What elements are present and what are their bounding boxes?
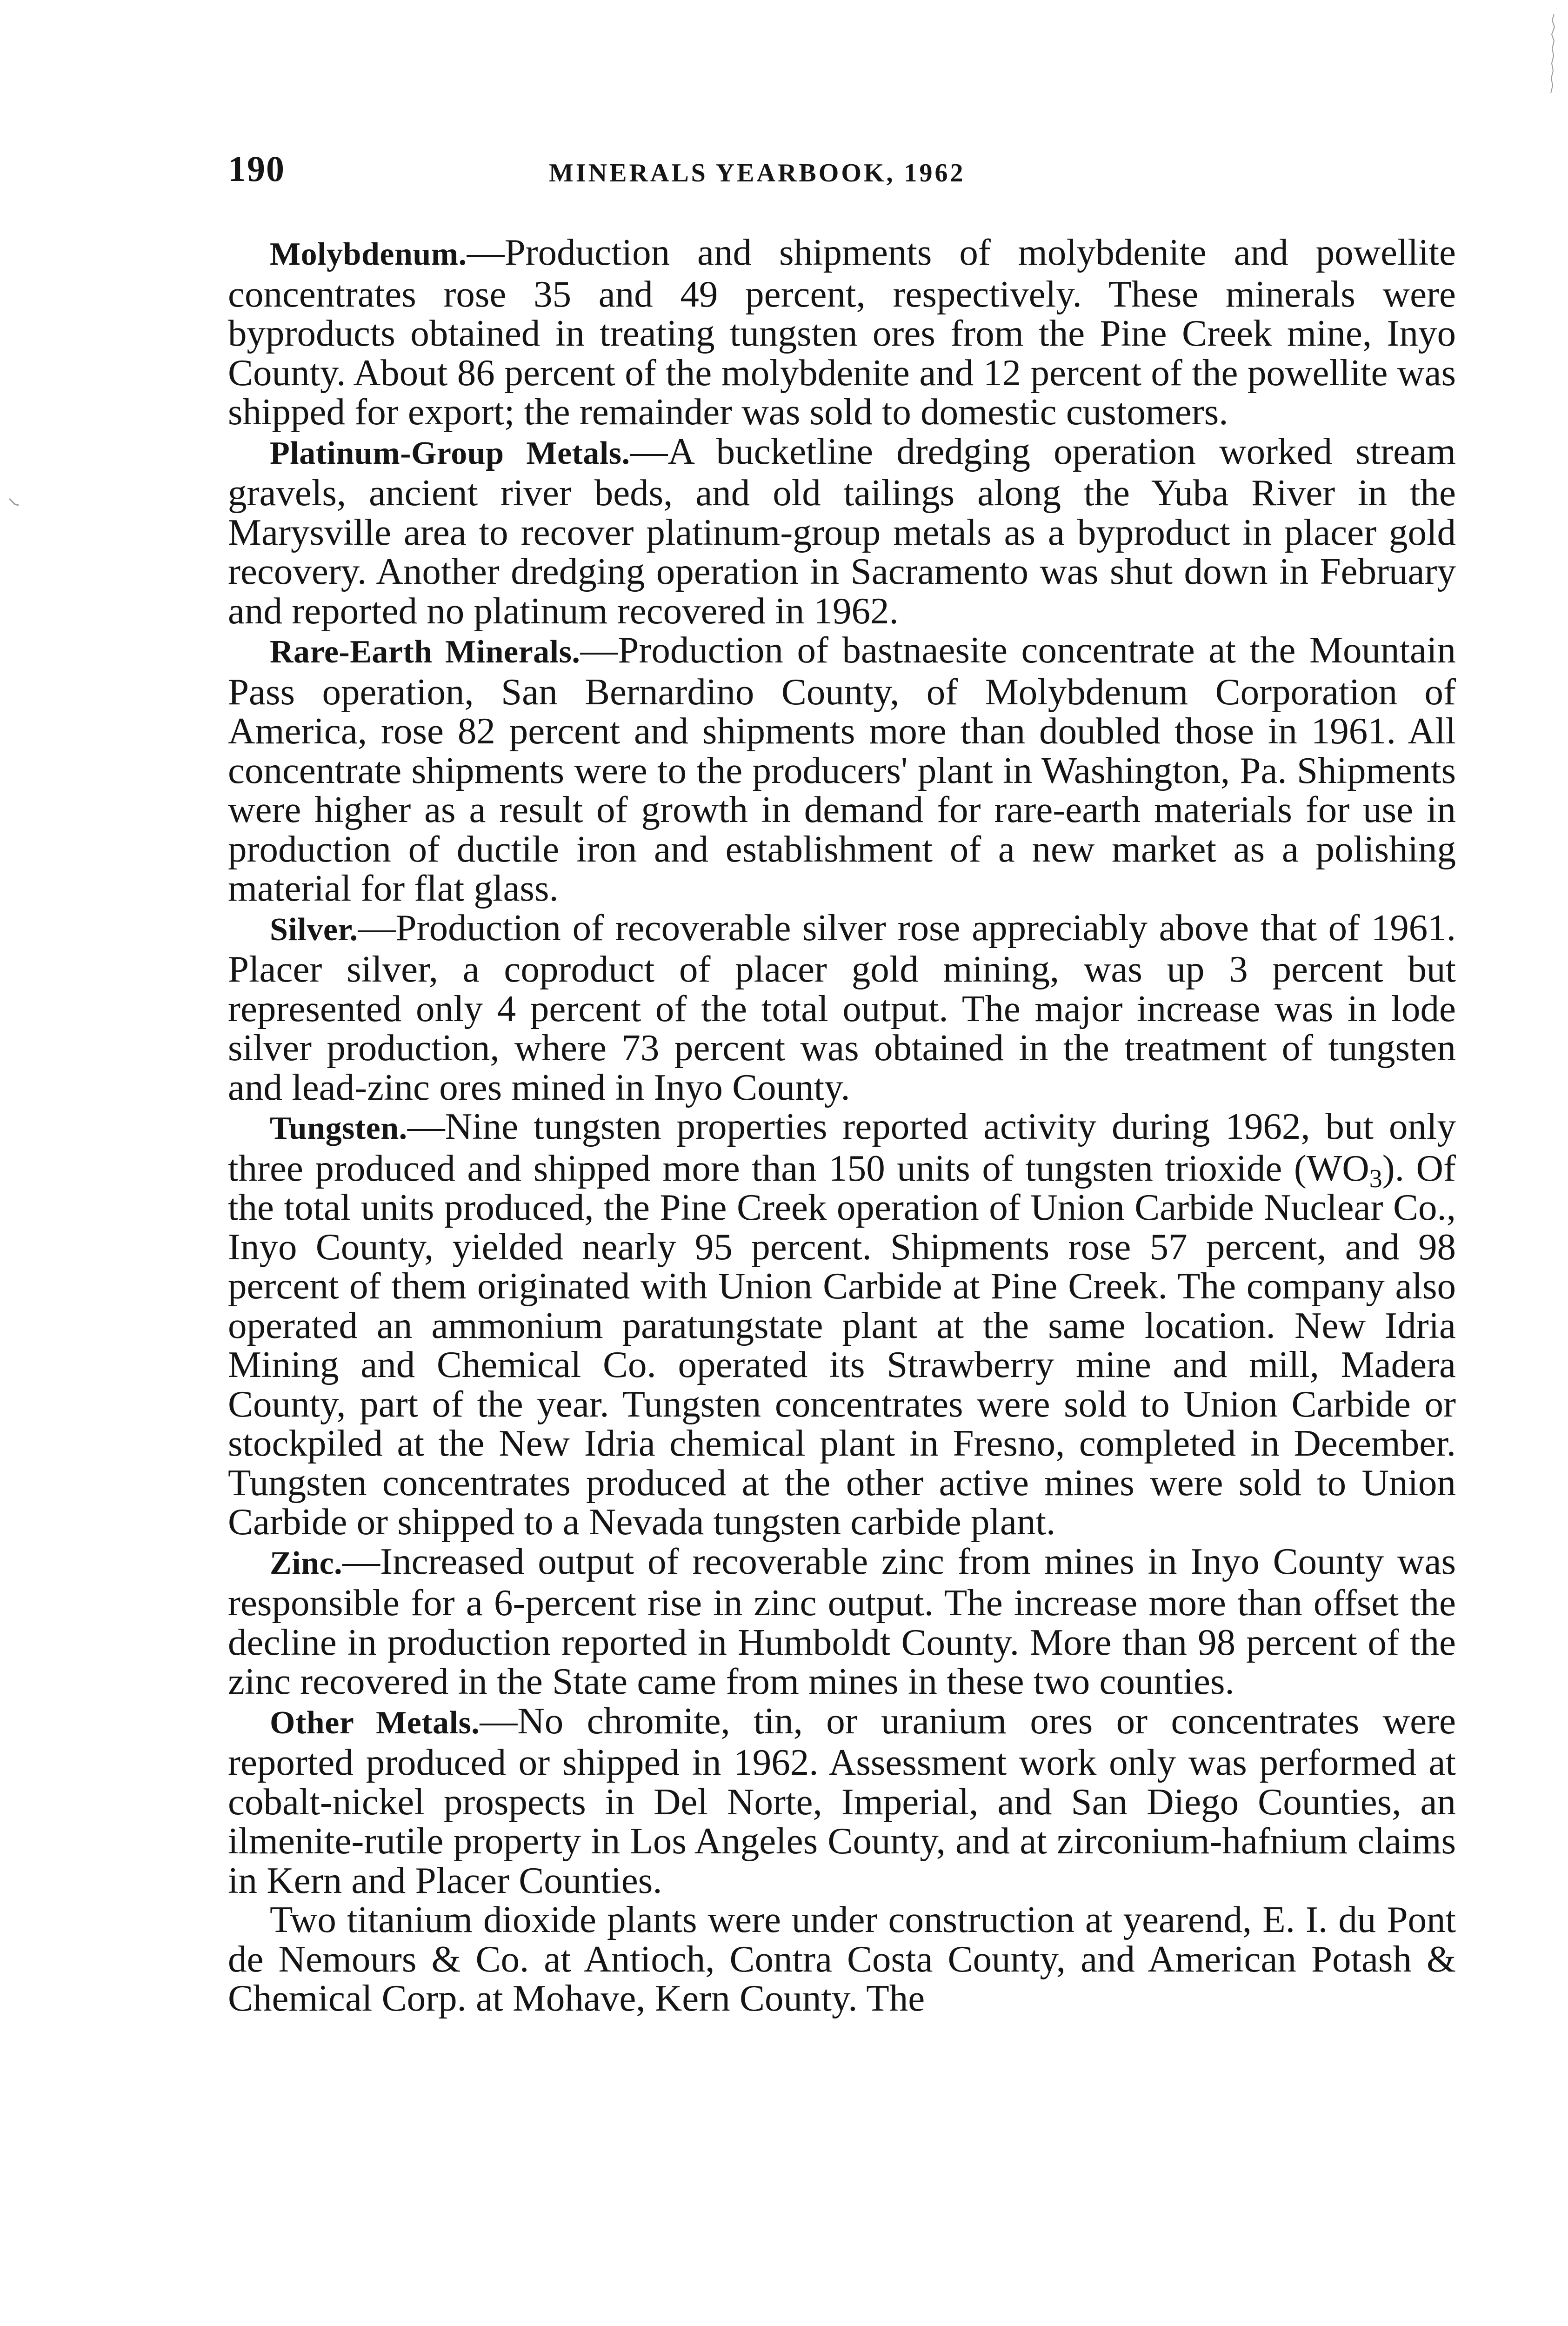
scan-margin-mark — [1543, 11, 1561, 104]
scan-mark-shape-left — [7, 494, 25, 513]
paragraph-molybdenum — [228, 233, 1456, 432]
scan-margin-mark-left — [7, 494, 25, 513]
running-title: MINERALS YEARBOOK, 1962 — [549, 159, 966, 187]
run-in-heading: Zinc. — [270, 1545, 343, 1581]
running-head — [228, 148, 1456, 199]
run-in-heading: Rare-Earth Minerals. — [270, 634, 580, 670]
run-in-heading: Molybdenum. — [270, 236, 467, 272]
paragraph-text: —Production and shipments of molybdenite and powellite concentrates rose 35 and 49 percent, respectively. These minerals were byproducts obtained in treating tungsten ores from the Pine Creek mine, Inyo County. About 86 percent of the molybdenite and 12 percent of the powellite was shipped for export; the remainder was sold to domestic customers. — [228, 231, 1456, 433]
paragraph-text: Two titanium dioxide plants were under construction at yearend, E. I. du Pont de Nemours & Co. at Antioch, Contra Costa County, and American Potash & Chemical Corp. at Mohave, Kern County. The — [228, 1898, 1456, 2019]
scan-mark-shape — [1543, 11, 1561, 104]
paragraph-zinc — [228, 1542, 1456, 1701]
run-in-heading: Tungsten. — [270, 1110, 407, 1146]
paragraph-other-metals — [228, 1701, 1456, 1900]
paragraph-text: —Production of bastnaesite concentrate at the Mountain Pass operation, San Bernardino County, of Molybdenum Corporation of America, rose 82 percent and shipments more than doubled those in 1961. All concentrate shipments were to the producers' plant in Washington, Pa. Shipments were higher as a result of growth in demand for rare-earth materials for use in production of ductile iron and establishment of a new market as a polishing material for flat glass. — [228, 629, 1456, 909]
page-number: 190 — [228, 148, 285, 189]
paragraph-text: —Increased output of recoverable zinc from mines in Inyo County was responsible for a 6-percent rise in zinc output. The increase more than offset the decline in production reported in Humboldt County. More than 98 percent of the zinc recovered in the State came from mines in these two counties. — [228, 1540, 1456, 1702]
paragraph-text: —No chromite, tin, or uranium ores or concentrates were reported produced or shipped in 1962. Assessment work only was performed at cobalt-nickel prospects in Del Norte, Imperial, and San Diego Counties, an ilmenite-rutile property in Los Angeles County, and at zirconium-hafnium claims in Kern and Placer Counties. — [228, 1699, 1456, 1901]
paragraph-tungsten — [228, 1107, 1456, 1542]
paragraph-text: —A bucketline dredging operation worked stream gravels, ancient river beds, and old tailings along the Yuba River in the Marysville area to recover platinum-group metals as a byproduct in placer gold recovery. Another dredging operation in Sacramento was shut down in February and reported no platinum recovered in 1962. — [228, 430, 1456, 632]
paragraph-text: —Nine tungsten properties reported activity during 1962, but only three produced and shipped more than 150 units of tungsten trioxide (WO — [228, 1105, 1456, 1189]
subscript-three: 3 — [1369, 1164, 1382, 1193]
paragraph-platinum-group-metals — [228, 432, 1456, 631]
paragraph-text: —Production of recoverable silver rose appreciably above that of 1961. Placer silver, a coproduct of placer gold mining, was up 3 percent but represented only 4 percent of the total output. The major increase was in lode silver production, where 73 percent was obtained in the treatment of tungsten and lead-zinc ores mined in Inyo County. — [228, 906, 1456, 1108]
run-in-heading: Silver. — [270, 911, 358, 948]
paragraph-silver — [228, 908, 1456, 1107]
paragraph-rare-earth-minerals — [228, 630, 1456, 908]
run-in-heading: Platinum-Group Metals. — [270, 435, 630, 471]
body-text — [228, 233, 1456, 2018]
run-in-heading: Other Metals. — [270, 1704, 480, 1741]
paragraph-text-continued: ). Of the total units produced, the Pine Creek operation of Union Carbide Nuclear Co., Inyo County, yielded nearly 95 percent. Shipments rose 57 percent, and 98 percent of them originated with Union Carbide at Pine Creek. The company also operated an ammonium paratungstate plant at the same location. New Idria Mining and Chemical Co. operated its Strawberry mine and mill, Madera County, part of the year. Tungsten concentrates were sold to Union Carbide or stockpiled at the New Idria chemical plant in Fresno, completed in December. Tungsten concentrates produced at the other active mines were sold to Union Carbide or shipped to a Nevada tungsten carbide plant. — [228, 1147, 1456, 1543]
paragraph-titanium-dioxide-plants — [228, 1900, 1456, 2018]
